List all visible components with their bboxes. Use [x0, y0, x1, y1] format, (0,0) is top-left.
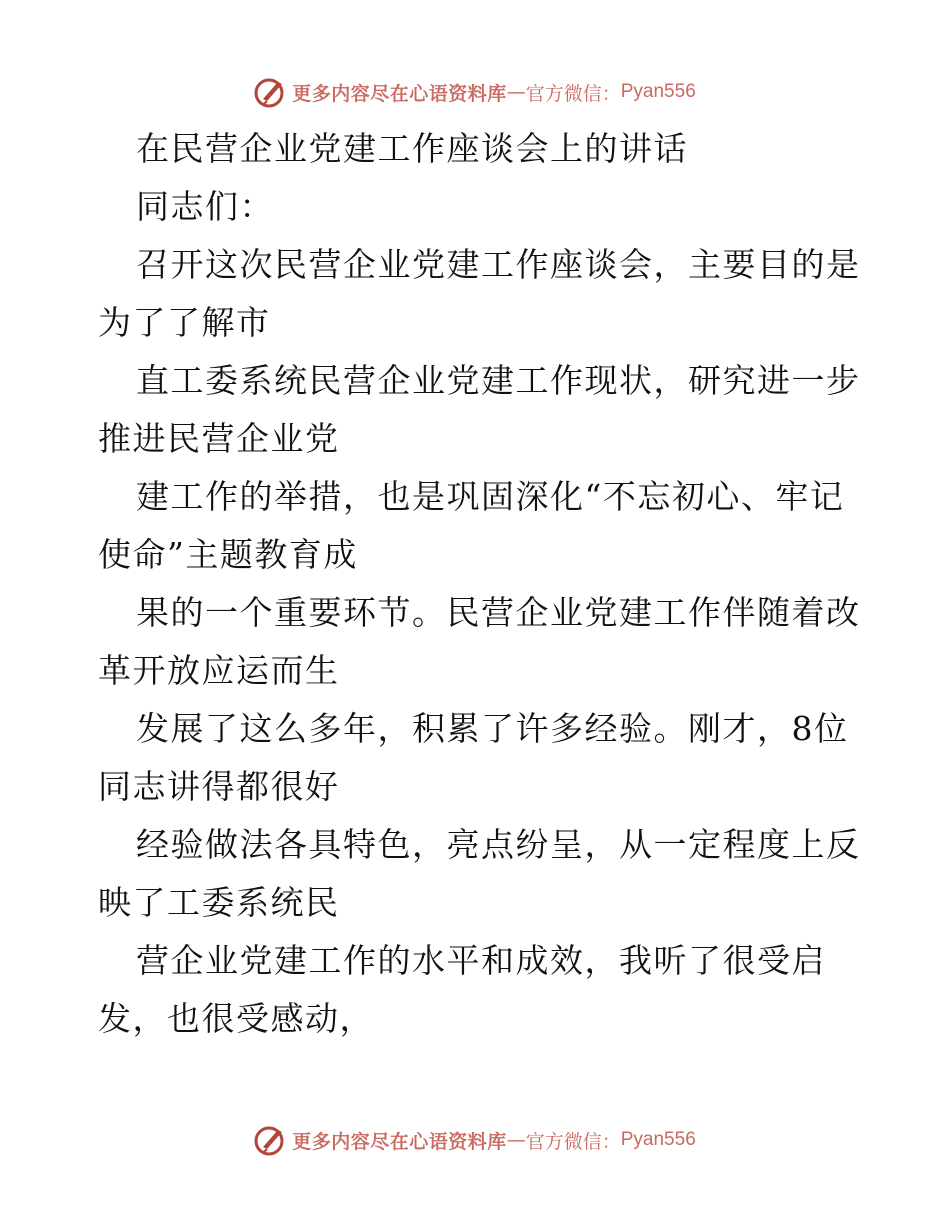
- quill-logo-icon: [254, 75, 288, 109]
- header-banner: [0, 72, 950, 112]
- paragraph-line: 发，也很受感动，: [98, 999, 374, 1038]
- quill-logo-icon: [254, 1123, 288, 1157]
- document-title: 在民营企业党建工作座谈会上的讲话: [136, 129, 688, 168]
- banner-separator: —: [506, 81, 526, 103]
- paragraph-line: 推进民营企业党: [98, 419, 340, 458]
- footer-banner: [0, 1120, 950, 1160]
- banner-title: 更多内容尽在心语资料库: [292, 82, 507, 105]
- paragraph-line: 映了工委系统民: [98, 883, 340, 922]
- salutation: 同志们：: [136, 187, 274, 226]
- banner-wechat-id: Pyan556: [620, 81, 696, 102]
- paragraph-line: 召开这次民营企业党建工作座谈会，主要目的是: [136, 245, 861, 284]
- paragraph-line: 果的一个重要环节。民营企业党建工作伴随着改: [136, 593, 861, 632]
- banner-separator: —: [506, 1129, 526, 1151]
- document-body: [98, 120, 868, 1048]
- paragraph-line: 为了了解市: [98, 303, 271, 342]
- paragraph-line: 使命”主题教育成: [98, 535, 358, 574]
- paragraph-line: 经验做法各具特色，亮点纷呈，从一定程度上反: [136, 825, 861, 864]
- banner-title: 更多内容尽在心语资料库: [292, 1130, 507, 1153]
- paragraph-line: 营企业党建工作的水平和成效，我听了很受启: [136, 941, 826, 980]
- paragraph-line: 同志讲得都很好: [98, 767, 340, 806]
- banner-label: 官方微信：: [525, 1130, 621, 1153]
- paragraph-line: 直工委系统民营企业党建工作现状，研究进一步: [136, 361, 861, 400]
- banner-label: 官方微信：: [525, 82, 621, 105]
- paragraph-line: 发展了这么多年，积累了许多经验。刚才，8位: [136, 709, 849, 748]
- banner-wechat-id: Pyan556: [620, 1129, 696, 1150]
- paragraph-line: 建工作的举措，也是巩固深化“不忘初心、牢记: [136, 477, 845, 516]
- paragraph-line: 革开放应运而生: [98, 651, 340, 690]
